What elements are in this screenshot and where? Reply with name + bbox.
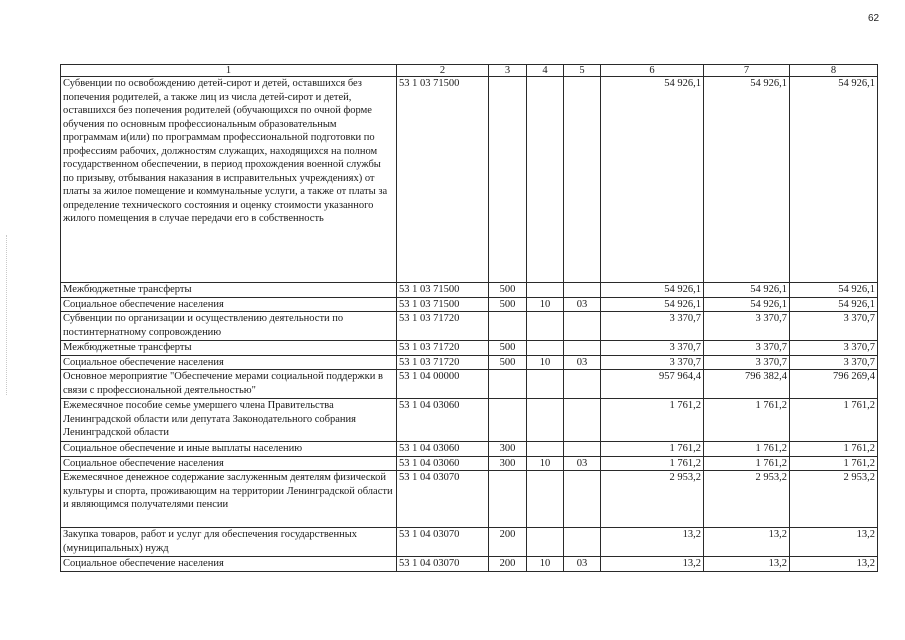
section bbox=[527, 77, 564, 283]
amount-col-7: 796 382,4 bbox=[704, 370, 790, 399]
amount-col-8: 54 926,1 bbox=[790, 283, 878, 298]
amount-col-8: 1 761,2 bbox=[790, 456, 878, 471]
scan-artifact bbox=[6, 235, 9, 395]
expense-type: 500 bbox=[489, 341, 527, 356]
subsection bbox=[564, 312, 601, 341]
subsection bbox=[564, 442, 601, 457]
subsection bbox=[564, 471, 601, 528]
table-row bbox=[61, 283, 878, 298]
table-row bbox=[61, 77, 878, 283]
budget-code: 53 1 04 03070 bbox=[397, 557, 489, 572]
subsection bbox=[564, 399, 601, 442]
section bbox=[527, 370, 564, 399]
row-name: Межбюджетные трансферты bbox=[61, 283, 397, 298]
amount-col-6: 1 761,2 bbox=[601, 456, 704, 471]
table-row bbox=[61, 442, 878, 457]
section bbox=[527, 283, 564, 298]
row-name: Субвенции по организации и осуществлению деятельности по постинтернатному сопровождению bbox=[61, 312, 397, 341]
budget-code: 53 1 03 71720 bbox=[397, 341, 489, 356]
row-name: Ежемесячное пособие семье умершего члена Правительства Ленинградской области или депутата Законодательного собрания Ленинградской области bbox=[61, 399, 397, 442]
amount-col-6: 2 953,2 bbox=[601, 471, 704, 528]
column-header: 5 bbox=[564, 65, 601, 77]
subsection bbox=[564, 341, 601, 356]
expense-type bbox=[489, 77, 527, 283]
amount-col-6: 3 370,7 bbox=[601, 312, 704, 341]
section bbox=[527, 528, 564, 557]
budget-code: 53 1 03 71720 bbox=[397, 355, 489, 370]
amount-col-8: 54 926,1 bbox=[790, 297, 878, 312]
amount-col-6: 3 370,7 bbox=[601, 341, 704, 356]
amount-col-8: 1 761,2 bbox=[790, 442, 878, 457]
budget-table bbox=[60, 64, 878, 572]
amount-col-8: 3 370,7 bbox=[790, 355, 878, 370]
table-row bbox=[61, 312, 878, 341]
subsection: 03 bbox=[564, 456, 601, 471]
table-row bbox=[61, 297, 878, 312]
table-row bbox=[61, 557, 878, 572]
expense-type bbox=[489, 370, 527, 399]
expense-type: 200 bbox=[489, 528, 527, 557]
section bbox=[527, 341, 564, 356]
expense-type: 500 bbox=[489, 297, 527, 312]
table-row bbox=[61, 370, 878, 399]
amount-col-7: 1 761,2 bbox=[704, 442, 790, 457]
amount-col-6: 957 964,4 bbox=[601, 370, 704, 399]
row-name: Ежемесячное денежное содержание заслуженным деятелям физической культуры и спорта, проживающим на территории Ленинградской области и являющимся получателями пенсии bbox=[61, 471, 397, 528]
section: 10 bbox=[527, 557, 564, 572]
subsection: 03 bbox=[564, 355, 601, 370]
amount-col-7: 3 370,7 bbox=[704, 355, 790, 370]
column-header: 2 bbox=[397, 65, 489, 77]
table-header-row bbox=[61, 65, 878, 77]
table-row bbox=[61, 456, 878, 471]
section: 10 bbox=[527, 456, 564, 471]
amount-col-7: 54 926,1 bbox=[704, 297, 790, 312]
section bbox=[527, 312, 564, 341]
amount-col-6: 1 761,2 bbox=[601, 442, 704, 457]
expense-type: 200 bbox=[489, 557, 527, 572]
budget-code: 53 1 04 00000 bbox=[397, 370, 489, 399]
amount-col-7: 54 926,1 bbox=[704, 283, 790, 298]
budget-code: 53 1 04 03070 bbox=[397, 471, 489, 528]
table-row bbox=[61, 399, 878, 442]
row-name: Социальное обеспечение и иные выплаты населению bbox=[61, 442, 397, 457]
amount-col-6: 13,2 bbox=[601, 557, 704, 572]
amount-col-8: 13,2 bbox=[790, 528, 878, 557]
amount-col-7: 3 370,7 bbox=[704, 312, 790, 341]
budget-code: 53 1 04 03060 bbox=[397, 456, 489, 471]
amount-col-7: 1 761,2 bbox=[704, 456, 790, 471]
amount-col-6: 54 926,1 bbox=[601, 77, 704, 283]
section bbox=[527, 471, 564, 528]
budget-code: 53 1 03 71500 bbox=[397, 77, 489, 283]
expense-type bbox=[489, 471, 527, 528]
column-header: 4 bbox=[527, 65, 564, 77]
amount-col-8: 54 926,1 bbox=[790, 77, 878, 283]
expense-type: 500 bbox=[489, 283, 527, 298]
amount-col-8: 2 953,2 bbox=[790, 471, 878, 528]
row-name: Основное мероприятие "Обеспечение мерами социальной поддержки в связи с профессиональной деятельностью" bbox=[61, 370, 397, 399]
amount-col-8: 3 370,7 bbox=[790, 341, 878, 356]
row-name: Социальное обеспечение населения bbox=[61, 456, 397, 471]
amount-col-8: 1 761,2 bbox=[790, 399, 878, 442]
expense-type: 300 bbox=[489, 442, 527, 457]
amount-col-8: 3 370,7 bbox=[790, 312, 878, 341]
amount-col-7: 1 761,2 bbox=[704, 399, 790, 442]
amount-col-6: 54 926,1 bbox=[601, 283, 704, 298]
amount-col-7: 3 370,7 bbox=[704, 341, 790, 356]
expense-type bbox=[489, 399, 527, 442]
budget-code: 53 1 03 71500 bbox=[397, 297, 489, 312]
expense-type: 500 bbox=[489, 355, 527, 370]
column-header: 6 bbox=[601, 65, 704, 77]
row-name: Закупка товаров, работ и услуг для обеспечения государственных (муниципальных) нужд bbox=[61, 528, 397, 557]
subsection bbox=[564, 528, 601, 557]
subsection: 03 bbox=[564, 297, 601, 312]
amount-col-7: 13,2 bbox=[704, 557, 790, 572]
expense-type bbox=[489, 312, 527, 341]
amount-col-6: 54 926,1 bbox=[601, 297, 704, 312]
subsection: 03 bbox=[564, 557, 601, 572]
budget-code: 53 1 03 71720 bbox=[397, 312, 489, 341]
column-header: 7 bbox=[704, 65, 790, 77]
amount-col-8: 13,2 bbox=[790, 557, 878, 572]
subsection bbox=[564, 370, 601, 399]
amount-col-6: 3 370,7 bbox=[601, 355, 704, 370]
section bbox=[527, 442, 564, 457]
table-row bbox=[61, 355, 878, 370]
subsection bbox=[564, 283, 601, 298]
amount-col-7: 54 926,1 bbox=[704, 77, 790, 283]
page-number: 62 bbox=[868, 13, 880, 24]
column-header: 1 bbox=[61, 65, 397, 77]
table-row bbox=[61, 341, 878, 356]
table-row bbox=[61, 471, 878, 528]
budget-code: 53 1 03 71500 bbox=[397, 283, 489, 298]
section bbox=[527, 399, 564, 442]
column-header: 3 bbox=[489, 65, 527, 77]
section: 10 bbox=[527, 355, 564, 370]
column-header: 8 bbox=[790, 65, 878, 77]
amount-col-7: 13,2 bbox=[704, 528, 790, 557]
amount-col-6: 13,2 bbox=[601, 528, 704, 557]
row-name: Социальное обеспечение населения bbox=[61, 355, 397, 370]
row-name: Субвенции по освобождению детей-сирот и детей, оставшихся без попечения родителей, а также лиц из числа детей-сирот и детей, оставшихся без попечения родителей (обучающихся по очной форме обучения по основным профессиональным образовательным программам и(или) по программам профессиональной подготовки по профессиям рабочих, должностям служащих, находящихся на полном государственном обеспечении, в период прохождения военной службы по призыву, отбывания наказания в исправительных учреждениях) от платы за жилое помещение и коммунальные услуги, а также от платы за определение технического состояния и оценку стоимости указанного жилого помещения в случае передачи его в собственность bbox=[61, 77, 397, 283]
budget-code: 53 1 04 03060 bbox=[397, 399, 489, 442]
amount-col-6: 1 761,2 bbox=[601, 399, 704, 442]
amount-col-8: 796 269,4 bbox=[790, 370, 878, 399]
row-name: Социальное обеспечение населения bbox=[61, 297, 397, 312]
table-row bbox=[61, 528, 878, 557]
amount-col-7: 2 953,2 bbox=[704, 471, 790, 528]
row-name: Социальное обеспечение населения bbox=[61, 557, 397, 572]
budget-code: 53 1 04 03070 bbox=[397, 528, 489, 557]
expense-type: 300 bbox=[489, 456, 527, 471]
row-name: Межбюджетные трансферты bbox=[61, 341, 397, 356]
subsection bbox=[564, 77, 601, 283]
budget-code: 53 1 04 03060 bbox=[397, 442, 489, 457]
section: 10 bbox=[527, 297, 564, 312]
